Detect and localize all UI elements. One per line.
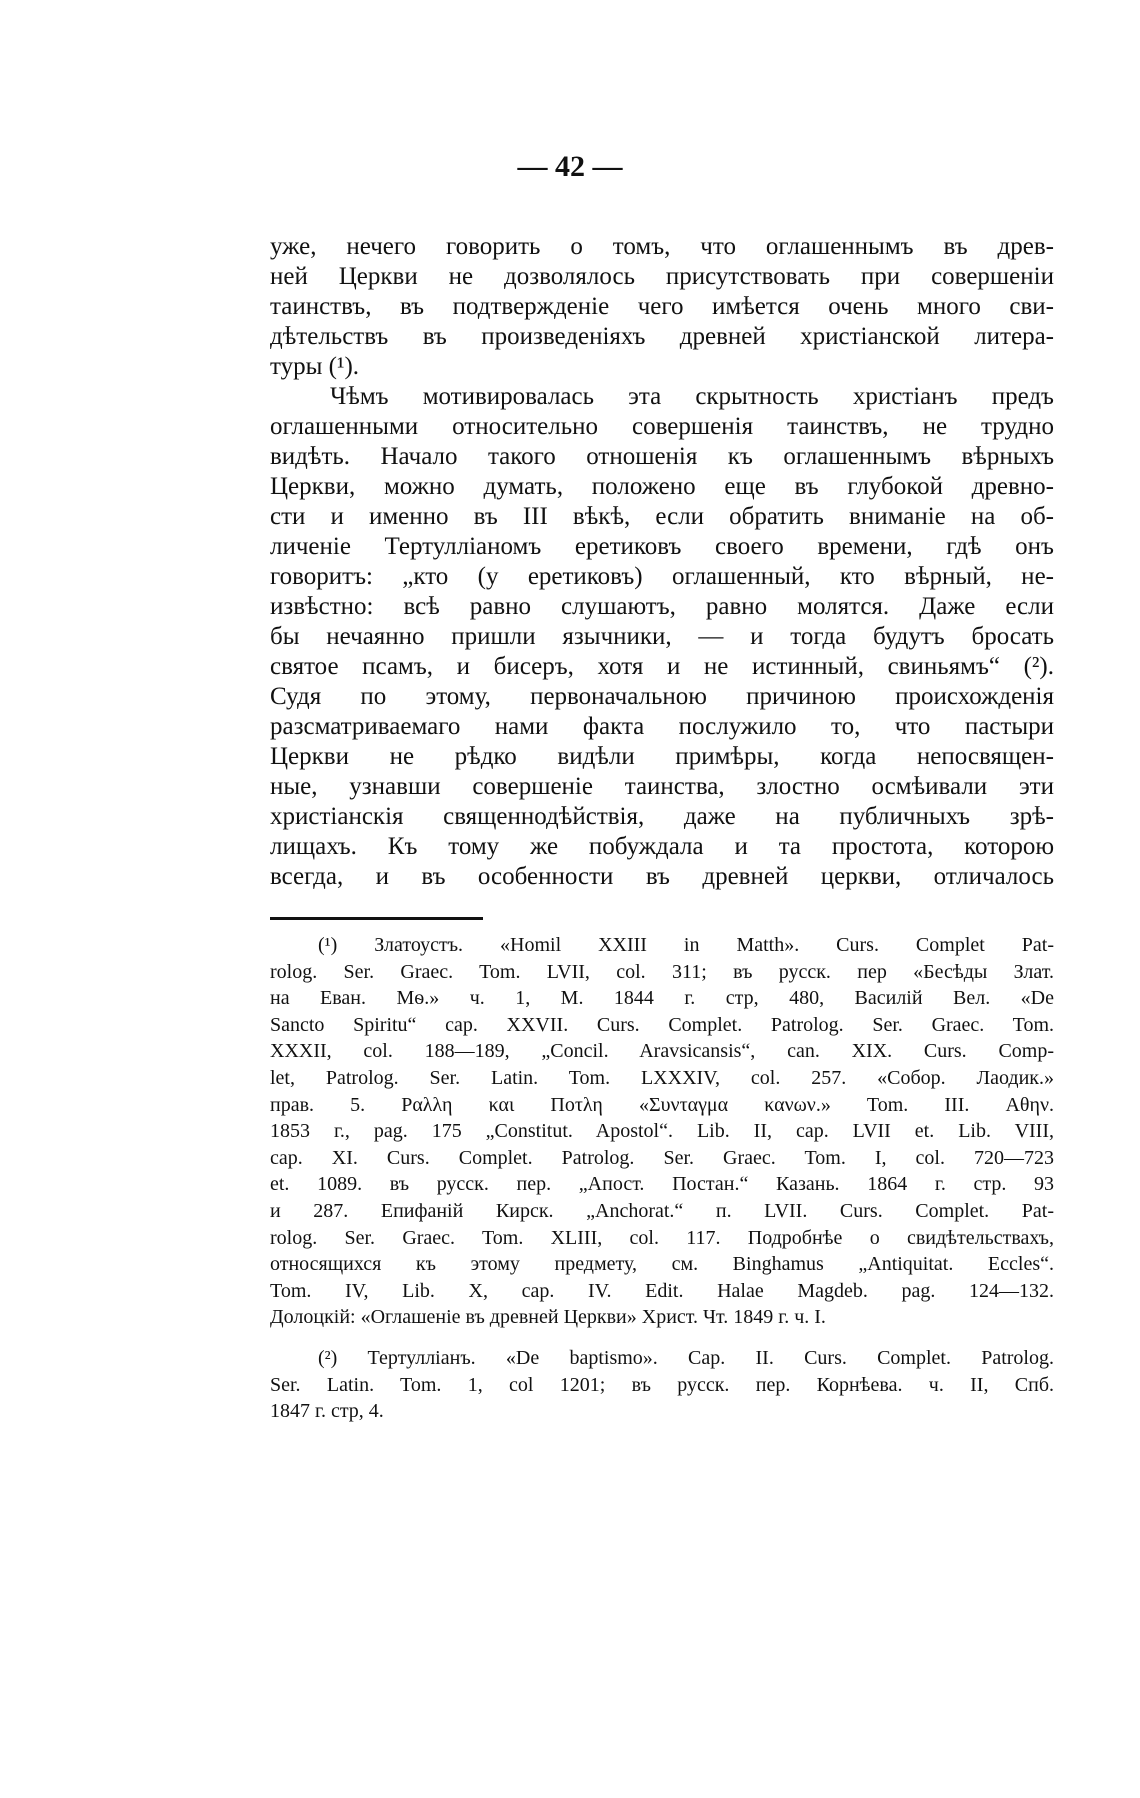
footnote-line: cap. XI. Curs. Complet. Patrolog. Ser. Graec. Tom. I, col. 720—723 [270,1146,1054,1169]
footnote-line: (²) Тертулліанъ. «De baptismo». Cap. II. Curs. Complet. Patrolog. [318,1346,1054,1369]
text-line: личеніе Тертулліаномъ еретиковъ своего времени, гдѣ онъ [270,533,1054,560]
footnote-line: (¹) Златоустъ. «Homil XXIII in Matth». Curs. Complet Pat- [318,934,1054,956]
text-line: уже, нечего говорить о томъ, что оглашеннымъ въ древ- [270,233,1054,260]
footnote-line: 1847 г. стр, 4. [270,1400,384,1423]
text-line: Чѣмъ мотивировалась эта скрытность христіанъ предъ [330,383,1054,410]
footnote-line: XXXII, col. 188—189, „Concil. Aravsicansis“, can. XIX. Curs. Comp- [270,1040,1054,1063]
footnote-line: прав. 5. Ραλλη και Ποτλη «Συνταγμα κανων.» Tom. III. Αθην. [270,1093,1054,1116]
text-line: бы нечаянно пришли язычники, — и тогда будутъ бросать [270,623,1054,650]
footnote-line: и 287. Епифаній Кирск. „Anchorat.“ п. LVII. Curs. Complet. Pat- [270,1199,1054,1222]
footnote-line: Sancto Spiritu“ cap. XXVII. Curs. Complet. Patrolog. Ser. Graec. Tom. [270,1013,1054,1036]
footnote-line: rolog. Ser. Graec. Tom. LVII, col. 311; въ русск. пер «Бесѣды Злат. [270,960,1054,983]
text-line: оглашенными относительно совершенія таинствъ, не трудно [270,413,1054,440]
footnote-divider [270,917,483,920]
footnote-1 [270,932,1054,1331]
text-line: ные, узнавши совершеніе таинства, злостно осмѣивали эти [270,773,1054,800]
text-line: туры (¹). [270,353,360,380]
footnote-line: Долоцкій: «Оглашеніе въ древней Церкви» Христ. Чт. 1849 г. ч. I. [270,1306,826,1329]
footnote-line: относящихся къ этому предмету, см. Binghamus „Antiquitat. Eccles“. [270,1253,1054,1276]
footnote-gap [270,1331,1054,1345]
text-line: разсматриваемаго нами факта послужило то, что пастыри [270,713,1054,740]
main-text [270,232,1054,892]
page-number: — 42 — [517,150,623,183]
text-line: всегда, и въ особенности въ древней церкви, отличалось [270,863,1054,890]
text-line: Церкви не рѣдко видѣли примѣры, когда непосвящен- [270,743,1054,770]
text-line: дѣтельствъ въ произведеніяхъ древней христіанской литера- [270,323,1054,350]
text-line: сти и именно въ III вѣкѣ, если обратить вниманіе на об- [270,503,1054,530]
footnote-line: let, Patrolog. Ser. Latin. Tom. LXXXIV, col. 257. «Собор. Лаодик.» [270,1066,1054,1089]
footnote-line: Tom. IV, Lib. X, cap. IV. Edit. Halae Magdeb. pag. 124—132. [270,1279,1054,1302]
text-line: христіанскія священнодѣйствія, даже на публичныхъ зрѣ- [270,803,1054,830]
footnote-line: 1853 г., pag. 175 „Constitut. Apostol“. Lib. II, cap. LVII et. Lib. VIII, [270,1120,1054,1143]
text-line: таинствъ, въ подтвержденіе чего имѣется очень много сви- [270,293,1054,320]
footnote-line: Ser. Latin. Tom. 1, col 1201; въ русск. пер. Корнѣева. ч. II, Спб. [270,1373,1054,1396]
text-line: говоритъ: „кто (у еретиковъ) оглашенный, кто вѣрный, не- [270,563,1054,590]
text-line: Судя по этому, первоначальною причиною происхожденія [270,683,1054,710]
footnote-line: на Еван. Мѳ.» ч. 1, М. 1844 г. стр, 480, Василій Вел. «De [270,987,1054,1010]
footnote-line: rolog. Ser. Graec. Tom. XLIII, col. 117. Подробнѣе о свидѣтельствахъ, [270,1226,1054,1249]
text-line: видѣть. Начало такого отношенія къ оглашеннымъ вѣрныхъ [270,443,1054,470]
text-line: лищахъ. Къ тому же побуждала и та простота, которою [270,833,1054,860]
text-line: извѣстно: всѣ равно слушаютъ, равно молятся. Даже если [270,593,1054,620]
footnote-2 [270,1345,1054,1425]
text-line: ней Церкви не дозволялось присутствовать при совершеніи [270,263,1054,290]
text-line: Церкви, можно думать, положено еще въ глубокой древно- [270,473,1054,500]
text-line: святое псамъ, и бисеръ, хотя и не истинный, свиньямъ“ (²). [270,653,1054,680]
footnotes [270,932,1054,1425]
footnote-line: et. 1089. въ русск. пер. „Апост. Постан.“ Казань. 1864 г. стр. 93 [270,1173,1054,1196]
